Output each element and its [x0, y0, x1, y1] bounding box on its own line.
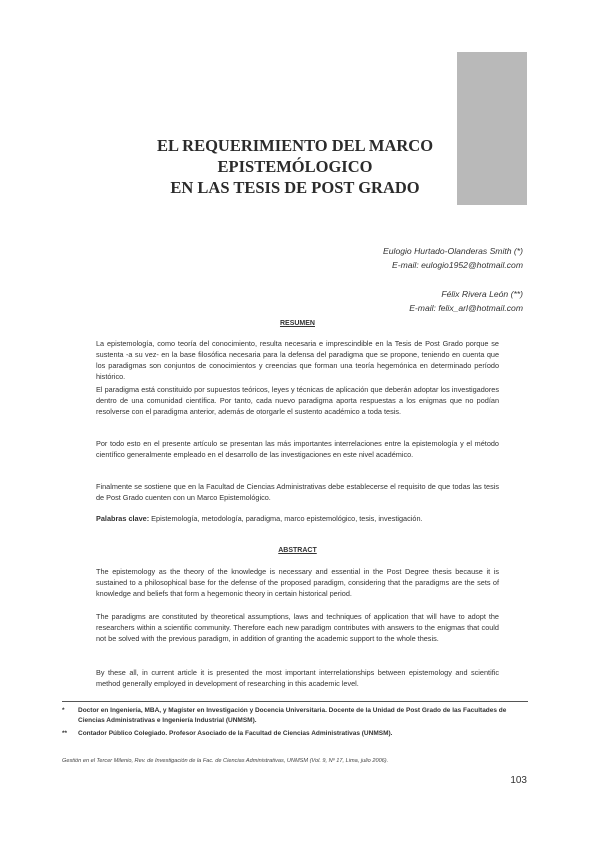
- footnote-rule: [62, 701, 528, 702]
- resumen-paragraph: La epistemología, como teoría del conocimiento, resulta necesaria e imprescindible en la Tesis de Post Grado porque se sustenta -a su vez- en la base filosófica necesaria para la defensa del paradigma que se propone, teniendo en cuenta que los paradigmas son conjuntos de conocimientos y creencias que forman una teoría hegemónica en determinado período histórico.: [96, 339, 499, 381]
- resumen-paragraph: Finalmente se sostiene que en la Facultad de Ciencias Administrativas debe establecerse el requisito de que todas las tesis de Post Grado cuenten con un Marco Epistemológico.: [96, 482, 499, 502]
- page-number: 103: [510, 775, 527, 786]
- journal-citation: Gestión en el Tercer Milenio, Rev. de Investigación de la Fac. de Ciencias Administrativas, UNMSM (Vol. 9, Nº 17, Lima, julio 2006).: [62, 758, 389, 764]
- title-line-2: EPISTEMÓLOGICO: [217, 157, 373, 176]
- footnote: [62, 706, 528, 726]
- author-email: E-mail: felix_arl@hotmail.com: [409, 303, 523, 313]
- title-line-1: EL REQUERIMIENTO DEL MARCO: [156, 136, 434, 155]
- article-title: [110, 135, 480, 198]
- keywords: [96, 513, 499, 524]
- author-email: E-mail: eulogio1952@hotmail.com: [391, 260, 523, 270]
- author-name: Eulogio Hurtado-Olanderas Smith (*): [383, 246, 523, 256]
- abstract-paragraph: The epistemology as the theory of the knowledge is necessary and essential in the Post Degree thesis because it is sustained to a philosophical base for the defense of the proposed paradigm, considering that the paradigms are the sets of knowledge and beliefs that form a hegemonic theory in certain historical period.: [96, 567, 499, 598]
- footnote-mark: **: [62, 730, 68, 737]
- keywords-list: Epistemología, metodología, paradigma, marco epistemológico, tesis, investigación.: [149, 514, 423, 523]
- abstract-paragraph: By these all, in current article it is presented the most important interrelationships between epistemology and scientific method generally employed in development of researching in this academic level.: [96, 668, 499, 688]
- footnote: [62, 729, 528, 739]
- title-line-3: EN LAS TESIS DE POST GRADO: [170, 178, 420, 197]
- keywords-label: Palabras clave:: [96, 514, 150, 523]
- author-block: [223, 244, 523, 315]
- resumen-heading: RESUMEN: [279, 320, 315, 327]
- author-name: Félix Rivera León (**): [441, 289, 523, 299]
- resumen-paragraph: Por todo esto en el presente artículo se presentan las más importantes interrelaciones entre la epistemología y el método científico generalmente empleado en el desarrollo de las investigaciones en este nivel académico.: [96, 439, 499, 459]
- resumen-paragraph: El paradigma está constituido por supuestos teóricos, leyes y técnicas de aplicación que deberán adoptar los investigadores dentro de una comunidad científica. Por tanto, cada nuevo paradigma aporta respuestas a los enigmas que no podían resolverse con el paradigma anterior, además de otorgarle el sustento académico a toda tesis.: [96, 385, 499, 416]
- abstract-paragraph: The paradigms are constituted by theoretical assumptions, laws and techniques of application that will have to adopt the researchers within a scientific community. Therefore each new paradigm contributes with answers to the enigmas that could not be solved with the previous paradigm, in addition of granting the academic support to the whole thesis.: [96, 612, 499, 643]
- footnote-mark: *: [62, 707, 65, 714]
- abstract-heading: ABSTRACT: [278, 547, 317, 554]
- footnote-text: Contador Público Colegiado. Profesor Asociado de la Facultad de Ciencias Administrativas (UNMSM).: [78, 730, 393, 737]
- footnote-text: Doctor en Ingeniería, MBA, y Magíster en Investigación y Docencia Universitaria. Docente de la Unidad de Post Grado de las Facultades de Ciencias Administrativas e Ingeniería Industrial (UNMSM).: [78, 707, 507, 724]
